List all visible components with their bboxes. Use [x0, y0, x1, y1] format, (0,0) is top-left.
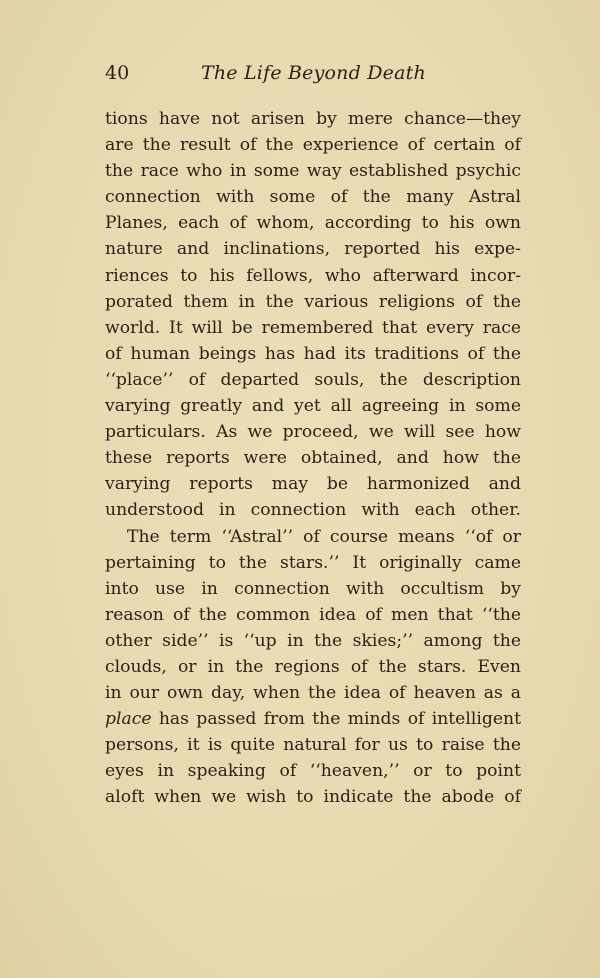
text-line: in our own day, when the idea of heaven as a	[105, 683, 521, 704]
text-line: nature and inclinations, reported his expe-	[105, 239, 521, 260]
text-line: clouds, or in the regions of the stars. Even	[105, 656, 521, 677]
page-number: 40	[105, 62, 130, 84]
text-line: world. It will be remembered that every race	[105, 317, 521, 338]
text-line: eyes in speaking of ‘‘heaven,’’ or to point	[105, 761, 521, 782]
text-line: persons, it is quite natural for us to raise the	[105, 735, 521, 756]
italic-word: place	[105, 709, 152, 730]
text-line: Planes, each of whom, according to his own	[105, 213, 521, 234]
running-header	[105, 62, 525, 88]
text-line: porated them in the various religions of the	[105, 291, 521, 312]
text-line: varying greatly and yet all agreeing in some	[105, 396, 521, 417]
text-line: ‘‘place’’ of departed souls, the description	[105, 369, 521, 390]
text-line: riences to his fellows, who afterward incor-	[105, 265, 521, 286]
line-rest: has passed from the minds of intelligent	[151, 709, 521, 730]
text-line: varying reports may be harmonized and	[105, 474, 521, 495]
running-title: The Life Beyond Death	[201, 62, 426, 84]
text-line: reason of the common idea of men that ‘‘the	[105, 604, 521, 625]
text-line: aloft when we wish to indicate the abode of	[105, 787, 521, 808]
text-line: these reports were obtained, and how the	[105, 448, 521, 469]
text-line: are the result of the experience of certain of	[105, 135, 521, 156]
text-line: pertaining to the stars.’’ It originally came	[105, 552, 521, 573]
text-line: the race who in some way established psychic	[105, 161, 521, 182]
text-line: connection with some of the many Astral	[105, 187, 521, 208]
text-line: of human beings has had its traditions of the	[105, 343, 521, 364]
paragraph	[105, 524, 521, 811]
paragraph	[105, 106, 521, 524]
body-text	[105, 106, 521, 811]
text-line: particulars. As we proceed, we will see how	[105, 422, 521, 443]
text-line: The term ‘‘Astral’’ of course means ‘‘of or	[127, 526, 521, 547]
text-line: understood in connection with each other.	[105, 500, 521, 521]
text-line	[105, 706, 521, 732]
text-line: into use in connection with occultism by	[105, 578, 521, 599]
text-line: tions have not arisen by mere chance—they	[105, 109, 521, 129]
text-line: other side’’ is ‘‘up in the skies;’’ among the	[105, 630, 521, 651]
